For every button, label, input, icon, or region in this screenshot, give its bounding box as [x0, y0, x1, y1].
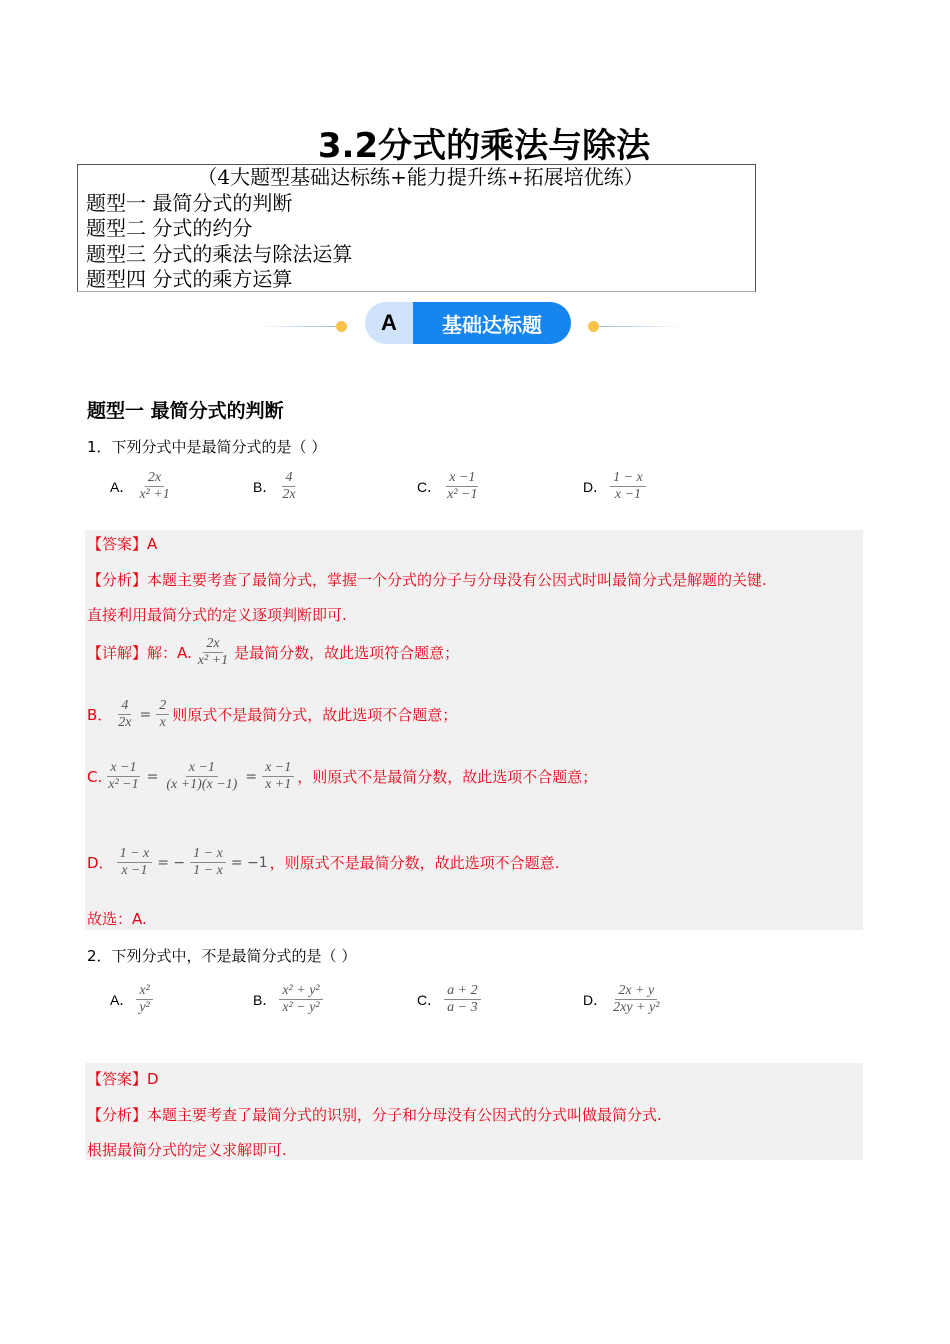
result: = −1: [230, 854, 268, 871]
detail-label: D．: [87, 854, 114, 872]
analysis-cont: 直接利用最简分式的定义逐项判断即可.: [87, 606, 347, 624]
fraction: [279, 983, 322, 1016]
detail-a: [87, 636, 459, 669]
numerator: 1 − x: [190, 846, 226, 863]
detail-text: ，则原式不是最简分数，故此选项不合题意；: [297, 768, 598, 786]
analysis: 【分析】本题主要考查了最简分式，掌握一个分式的分子与分母没有公因式时叫最简分式是解题的关键.: [87, 571, 767, 589]
option-label: B．: [253, 478, 277, 495]
fraction: [117, 846, 153, 879]
toc-box: [77, 164, 756, 292]
option-label: C．: [417, 991, 442, 1008]
detail-text: 是最简分数，故此选项符合题意；: [234, 644, 460, 662]
q2-solution-box: [85, 1063, 863, 1160]
numerator: x −1: [446, 470, 478, 487]
option-label: A．: [110, 991, 134, 1008]
numerator: 2x + y: [615, 983, 657, 1000]
q1-option-b: [253, 470, 302, 503]
option-label: A．: [110, 478, 134, 495]
fraction: [444, 470, 480, 503]
q1-option-c: [417, 470, 483, 503]
fraction: [163, 760, 240, 793]
denominator: x² −1: [447, 487, 478, 502]
numerator: x −1: [262, 760, 294, 777]
numerator: 4: [118, 698, 131, 715]
q2-option-a: [110, 983, 156, 1016]
page-title: 3.2分式的乘法与除法: [317, 126, 651, 166]
detail-label: B．: [87, 706, 113, 724]
detail-c: C. $\frac{x -1}{\text{x² −1}}$ = $\frac{x -1}{(x +1)(x -1)}$ = $\frac{x -1}{x +1}$ ，则原式不是最简分数，故此选项不合题意；: [87, 760, 598, 792]
denominator: x² −1: [108, 777, 139, 792]
option-label: D．: [583, 991, 608, 1008]
denominator: a − 3: [447, 1000, 478, 1015]
option-label: B．: [253, 991, 277, 1008]
numerator: x −1: [107, 760, 139, 777]
answer: 【答案】D: [87, 1070, 159, 1088]
question-2-stem: 2．下列分式中，不是最简分式的是（ ）: [87, 947, 357, 965]
numerator: 2: [156, 698, 169, 715]
denominator: x −1: [614, 487, 642, 502]
toc-item: 题型三 分式的乘法与除法运算: [86, 241, 353, 266]
fraction: [444, 983, 480, 1016]
fraction: [105, 760, 141, 793]
denominator: x −1: [121, 863, 148, 878]
fraction: [156, 698, 169, 731]
denominator: 2x: [282, 487, 296, 502]
fraction: [195, 636, 231, 669]
denominator: 2x: [118, 715, 132, 730]
numerator: 4: [282, 470, 295, 487]
option-label: C．: [417, 478, 442, 495]
numerator: 2x: [203, 636, 222, 653]
fraction: [262, 760, 294, 793]
detail-b: B． $\frac{4}{2x}$ = $\frac{2}{x}$ 则原式不是最简分式，故此选项不合题意；: [87, 698, 458, 730]
analysis: 【分析】本题主要考查了最简分式的识别，分子和分母没有公因式的分式叫做最简分式.: [87, 1106, 662, 1124]
denominator: x: [159, 715, 166, 730]
section-heading: 题型一 最简分式的判断: [87, 400, 284, 422]
numerator: a + 2: [444, 983, 480, 1000]
q1-option-d: [583, 470, 649, 503]
q2-option-d: [583, 983, 665, 1016]
toc-subtitle: （4大题型基础达标练+能力提升练+拓展培优练）: [197, 165, 644, 189]
fraction: [610, 470, 646, 503]
numerator: 1 − x: [117, 846, 153, 863]
detail-text: ，则原式不是最简分数，故此选项不合题意.: [269, 854, 560, 872]
banner-line-right: [599, 326, 683, 327]
answer: 【答案】A: [87, 535, 158, 553]
q1-solution-box: [85, 530, 863, 930]
banner-line-left: [255, 326, 337, 327]
numerator: x²: [136, 983, 152, 1000]
final-choice: 故选：A.: [87, 910, 147, 928]
toc-item: 题型一 最简分式的判断: [86, 190, 293, 215]
detail-text: 则原式不是最简分式，故此选项不合题意；: [172, 706, 458, 724]
toc-item: 题型二 分式的约分: [86, 216, 253, 240]
fraction: [610, 983, 662, 1016]
numerator: x −1: [186, 760, 218, 777]
denominator: y²: [139, 1000, 150, 1015]
numerator: 2x: [145, 470, 164, 487]
fraction: [136, 470, 172, 503]
detail-prefix: 【详解】解：A.: [87, 644, 192, 662]
question-1-stem: 1．下列分式中是最简分式的是（ ）: [87, 438, 327, 456]
numerator: x² + y²: [279, 983, 322, 1000]
q2-option-c: [417, 983, 484, 1016]
detail-d: D． $\frac{1 - x}{x -1}$ = − $\frac{1 - x}{1 - x}$ = −1 ，则原式不是最简分数，故此选项不合题意.: [87, 846, 560, 878]
banner-dot-left: [336, 321, 347, 332]
numerator: 1 − x: [610, 470, 646, 487]
denominator: x² +1: [197, 653, 229, 668]
denominator: 2xy + y²: [613, 1000, 660, 1015]
banner-pill: [365, 302, 571, 344]
denominator: x² − y²: [282, 1000, 320, 1015]
denominator: 1 − x: [193, 863, 223, 878]
q2-option-b: [253, 983, 326, 1016]
toc-item: 题型四 分式的乘方运算: [86, 267, 293, 291]
denominator: (x +1)(x −1): [166, 777, 238, 792]
banner-dot-right: [588, 321, 599, 332]
fraction: [115, 698, 134, 731]
q1-option-a: [110, 470, 176, 503]
fraction: [136, 983, 152, 1016]
denominator: x +1: [265, 777, 292, 792]
denominator: x² +1: [139, 487, 170, 502]
detail-label: C.: [87, 767, 103, 786]
option-label: D．: [583, 478, 608, 495]
fraction: [279, 470, 298, 503]
analysis-cont: 根据最简分式的定义求解即可.: [87, 1141, 287, 1159]
section-banner: [255, 300, 685, 346]
banner-label: 基础达标题: [413, 302, 571, 344]
banner-letter: A: [365, 302, 413, 344]
fraction: [190, 846, 226, 879]
